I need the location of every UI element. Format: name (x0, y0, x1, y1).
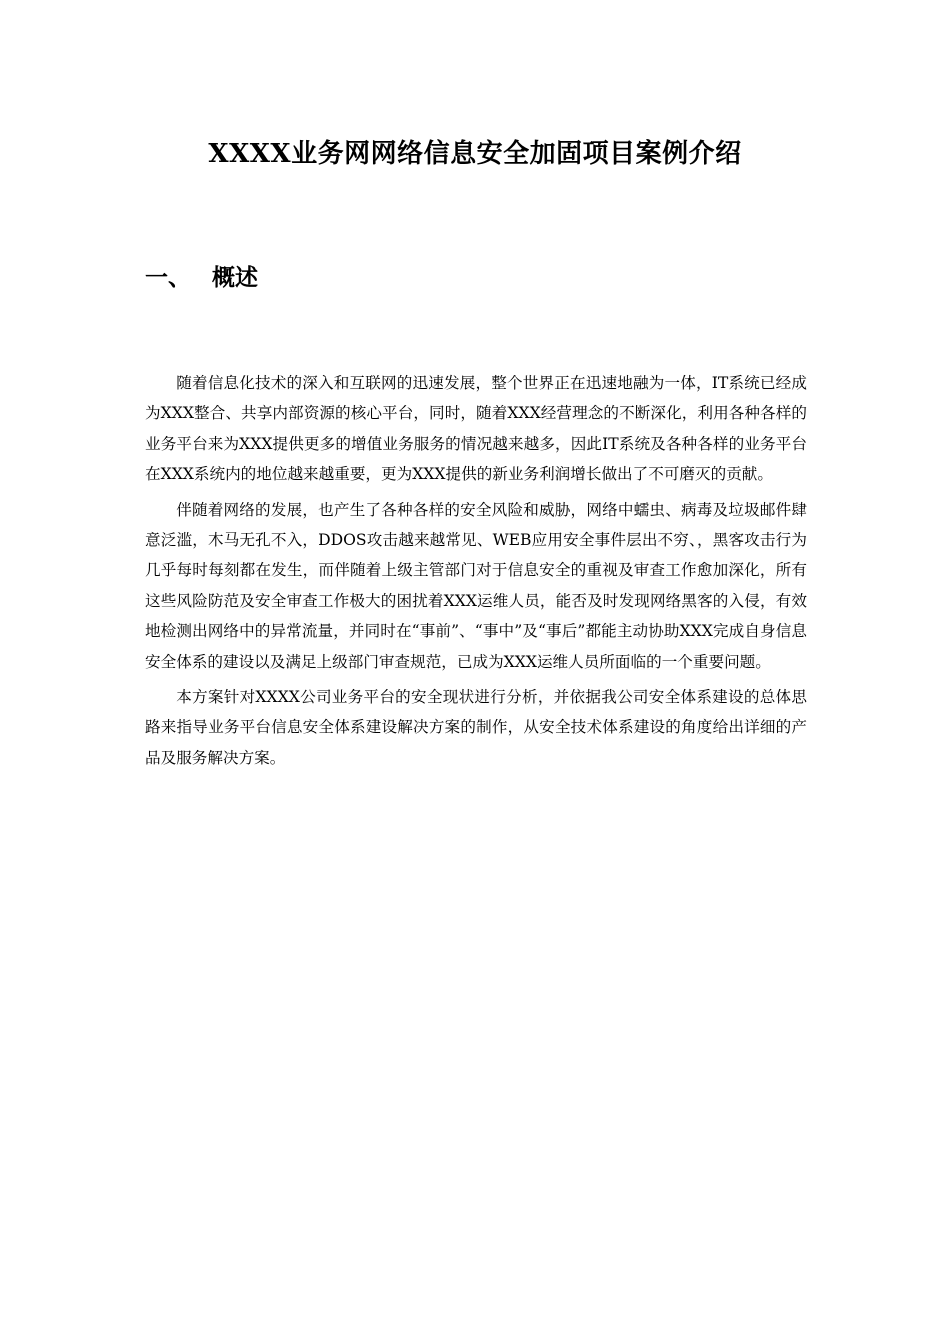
paragraph: 本方案针对XXXX公司业务平台的安全现状进行分析，并依据我公司安全体系建设的总体思路来指导业务平台信息安全体系建设解决方案的制作，从安全技术体系建设的角度给出详细的产品及服务解决方案。 (145, 688, 807, 767)
section-number: 一、 (145, 264, 191, 291)
document-title: XXXX业务网网络信息安全加固项目案例介绍 (208, 139, 742, 169)
section-title: 概述 (212, 264, 258, 291)
section-heading (145, 260, 258, 296)
paragraph: 伴随着网络的发展，也产生了各种各样的安全风险和威胁，网络中蠕虫、病毒及垃圾邮件肆意泛滥，木马无孔不入，DDOS攻击越来越常见、WEB应用安全事件层出不穷、，黑客攻击行为几乎每时每刻都在发生，而伴随着上级主管部门对于信息安全的重视及审查工作愈加深化，所有这些风险防范及安全审查工作极大的困扰着XXX运维人员，能否及时发现网络黑客的入侵，有效地检测出网络中的异常流量，并同时在“事前”、“事中”及“事后”都能主动协助XXX完成自身信息安全体系的建设以及满足上级部门审查规范，已成为XXX运维人员所面临的一个重要问题。 (145, 500, 807, 671)
paragraph: 随着信息化技术的深入和互联网的迅速发展，整个世界正在迅速地融为一体，IT系统已经成为XXX整合、共享内部资源的核心平台，同时，随着XXX经营理念的不断深化，利用各种各样的业务平台来为XXX提供更多的增值业务服务的情况越来越多，因此IT系统及各种各样的业务平台在XXX系统内的地位越来越重要，更为XXX提供的新业务利润增长做出了不可磨灭的贡献。 (145, 374, 807, 484)
section-body (145, 368, 807, 778)
